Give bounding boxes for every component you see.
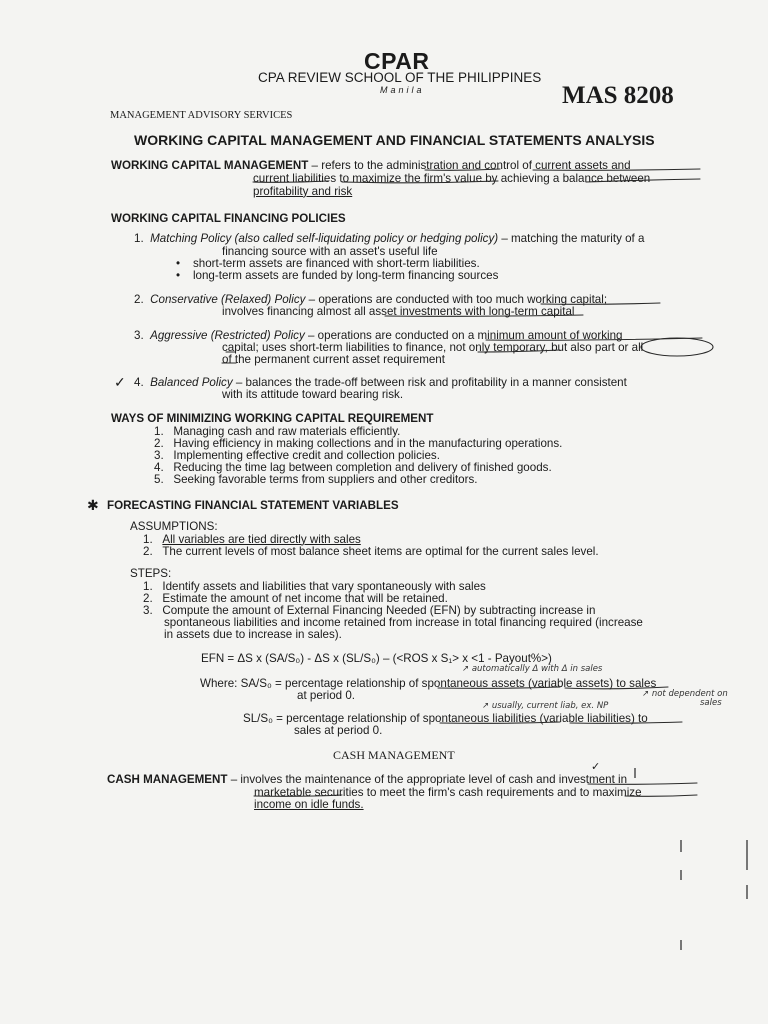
policy-3: 3. Aggressive (Restricted) Policy – operations are conducted on a minimum amount of working bbox=[134, 329, 623, 342]
handwritten-note-2: ↗ not dependent on bbox=[642, 689, 728, 699]
wcm-line2: current liabilities to maximize the firm's value by achieving a balance between bbox=[253, 172, 651, 185]
where-sa: Where: SA/S₀ = percentage relationship of spontaneous assets (variable assets) to sales bbox=[200, 677, 657, 690]
scan-speck bbox=[746, 885, 748, 899]
ways-heading: WAYS OF MINIMIZING WORKING CAPITAL REQUIREMENT bbox=[111, 412, 434, 425]
forecast-heading: FORECASTING FINANCIAL STATEMENT VARIABLES bbox=[107, 499, 399, 512]
cash-term: CASH MANAGEMENT bbox=[107, 773, 228, 786]
wcm-line3: profitability and risk bbox=[253, 185, 353, 198]
school-name: CPA REVIEW SCHOOL OF THE PHILIPPINES bbox=[258, 70, 542, 85]
subject-name: MANAGEMENT ADVISORY SERVICES bbox=[110, 110, 293, 121]
cash-line2: marketable securities to meet the firm's cash requirements and to maximize bbox=[254, 786, 642, 799]
policy-3-line3: of the permanent current asset requirement bbox=[222, 353, 445, 366]
course-code: MAS 8208 bbox=[562, 82, 674, 109]
policies-heading: WORKING CAPITAL FINANCING POLICIES bbox=[111, 212, 346, 225]
circle-part-or-all bbox=[641, 338, 713, 356]
underline-marketable bbox=[254, 795, 342, 796]
efn-formula: EFN = ΔS x (SA/S₀) - ΔS x (SL/S₀) – (<ROS x S₁> x <1 - Payout%>) bbox=[201, 652, 552, 665]
assumption-2: 2. The current levels of most balance sheet items are optimal for the current sales level. bbox=[143, 545, 599, 558]
policy-1-number: 1. bbox=[134, 232, 144, 245]
policy-1-bullet-2: • long-term assets are funded by long-term financing sources bbox=[176, 269, 499, 282]
org-name: CPAR bbox=[364, 48, 430, 74]
policy-1-name: Matching Policy (also called self-liquidating policy or hedging policy) bbox=[150, 232, 499, 245]
cash-heading: CASH MANAGEMENT bbox=[333, 748, 455, 762]
policy-3-line2: capital; uses short-term liabilities to finance, not only temporary, but also part or all bbox=[222, 341, 644, 354]
ways-item-4: 4. Reducing the time lag between completion and delivery of finished goods. bbox=[154, 461, 552, 474]
underline-variable-assets bbox=[565, 687, 668, 689]
underline-spontaneous-assets bbox=[438, 687, 560, 688]
school-city: Manila bbox=[380, 85, 425, 95]
cash-check-mark: ✓ bbox=[591, 761, 601, 773]
underline-maximize bbox=[342, 181, 498, 183]
where-sl: SL/S₀ = percentage relationship of spontaneous liabilities (variable liabilities) to bbox=[243, 712, 648, 725]
policy-4: 4. Balanced Policy – balances the trade-off between risk and profitability in a manner consistent bbox=[134, 376, 627, 389]
policy-1-bullet-1: • short-term assets are financed with short-term liabilities. bbox=[176, 257, 480, 270]
check-mark: ✓ bbox=[114, 374, 126, 390]
policy-1-text: – matching the maturity of a bbox=[501, 232, 645, 245]
underline-investment bbox=[588, 783, 697, 784]
underline-spontaneous-liabilities bbox=[440, 722, 560, 723]
handwritten-note-2b: sales bbox=[700, 698, 722, 708]
underline-not-only bbox=[478, 350, 560, 352]
wcm-term: WORKING CAPITAL MANAGEMENT bbox=[111, 159, 309, 172]
cash-line1: – involves the maintenance of the appropriate level of cash and investment in bbox=[230, 773, 628, 786]
assumptions-label: ASSUMPTIONS: bbox=[130, 520, 218, 533]
ways-item-2: 2. Having efficiency in making collections and in the manufacturing operations. bbox=[154, 437, 563, 450]
ways-item-1: 1. Managing cash and raw materials efficiently. bbox=[154, 425, 401, 438]
underline-too-much bbox=[541, 303, 660, 304]
underline-maximize-cash bbox=[625, 795, 697, 796]
where-sl-line2: sales at period 0. bbox=[294, 724, 383, 737]
underline-long-term bbox=[385, 315, 583, 316]
scan-speck bbox=[746, 840, 748, 870]
policy-1-line2: financing source with an asset's useful life bbox=[222, 245, 438, 258]
policy-2: 2. Conservative (Relaxed) Policy – operations are conducted with too much working capital; bbox=[134, 293, 608, 306]
steps-label: STEPS: bbox=[130, 567, 172, 580]
ways-item-5: 5. Seeking favorable terms from suppliers and other creditors. bbox=[154, 473, 478, 486]
step-3-line3: in assets due to increase in sales). bbox=[164, 628, 342, 641]
underline-administration bbox=[425, 169, 500, 170]
underline-control bbox=[533, 169, 700, 170]
scan-speck bbox=[680, 870, 682, 880]
handwritten-note-3: ↗ usually, current liab, ex. NP bbox=[482, 701, 609, 711]
page-title: WORKING CAPITAL MANAGEMENT AND FINANCIAL STATEMENTS ANALYSIS bbox=[134, 132, 655, 148]
step-2: 2. Estimate the amount of net income that will be retained. bbox=[143, 592, 448, 605]
policy-4-line2: with its attitude toward bearing risk. bbox=[222, 388, 404, 401]
step-3: 3. Compute the amount of External Financing Needed (EFN) by subtracting increase in bbox=[143, 604, 596, 617]
policy-2-line2: involves financing almost all asset investments with long-term capital bbox=[222, 305, 575, 318]
underline-current-liabilities bbox=[253, 181, 328, 182]
handwritten-note-1: ↗ automatically Δ with Δ in sales bbox=[462, 664, 603, 674]
scan-speck bbox=[680, 840, 682, 852]
step-3-line2: spontaneous liabilities and income retained from increase in total financing required (increase bbox=[164, 616, 643, 629]
star-mark: ✱ bbox=[87, 497, 99, 513]
assumption-1: 1. All variables are tied directly with sales bbox=[143, 533, 361, 546]
wcm-line1: – refers to the administration and control of current assets and bbox=[311, 159, 631, 172]
scan-speck bbox=[680, 940, 682, 950]
step-1: 1. Identify assets and liabilities that vary spontaneously with sales bbox=[143, 580, 486, 593]
scan-speck bbox=[634, 768, 636, 778]
underline-variable-liabilities bbox=[570, 722, 682, 723]
ways-item-3: 3. Implementing effective credit and collection policies. bbox=[154, 449, 440, 462]
underline-balance bbox=[586, 179, 700, 182]
cash-line3: income on idle funds. bbox=[254, 798, 364, 811]
where-sa-line2: at period 0. bbox=[297, 689, 356, 702]
